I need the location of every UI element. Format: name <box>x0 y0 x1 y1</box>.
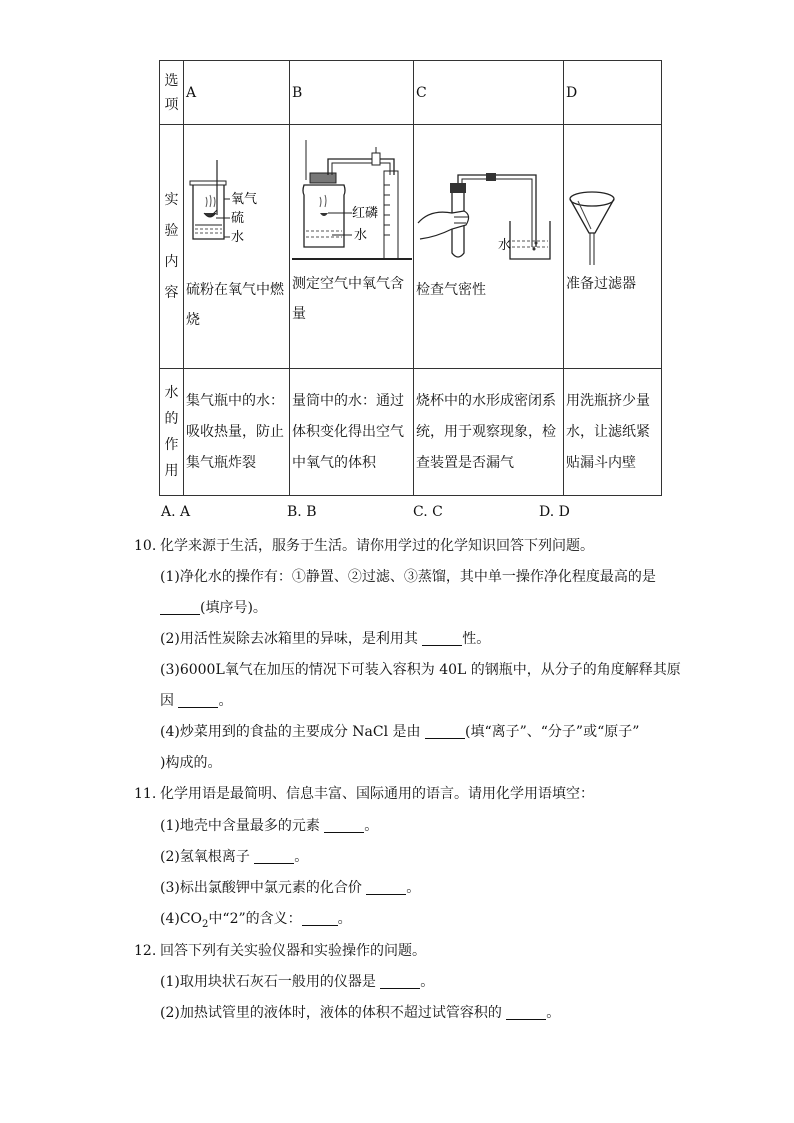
water-role-b: 量筒中的水：通过体积变化得出空气中氧气的体积 <box>290 369 414 496</box>
q11-part4-mid: 中“2”的含义： <box>208 911 302 927</box>
q11-part2-tail: 。 <box>294 849 309 865</box>
q10-part4 <box>160 722 639 742</box>
row-label-experiment: 实验内容 <box>160 125 184 369</box>
q12-part1-text: (1)取用块状石灰石一般用的仪器是 <box>160 974 376 990</box>
q10-number: 10. <box>134 538 157 554</box>
blank[interactable] <box>302 911 338 926</box>
water-role-a: 集气瓶中的水：吸收热量，防止集气瓶炸裂 <box>184 369 290 496</box>
blank[interactable] <box>506 1005 546 1020</box>
q11-part4-text: (4)CO <box>160 911 203 927</box>
q11-part1 <box>160 816 378 836</box>
q11-subscript: 2 <box>202 918 209 930</box>
water-role-d: 用洗瓶挤少量水，让滤纸紧贴漏斗内壁 <box>564 369 662 496</box>
q11-part4 <box>160 909 352 935</box>
label-red-phosphorus: 红磷 <box>352 206 379 221</box>
label-oxygen: 氧气 <box>231 192 258 207</box>
cell-c-experiment <box>414 125 564 369</box>
q11-part3 <box>160 878 420 898</box>
caption-d: 准备过滤器 <box>566 276 636 292</box>
header-a: A <box>184 61 290 125</box>
q11-part4-tail: 。 <box>337 911 352 927</box>
q11-part2 <box>160 847 308 867</box>
funnel-diagram <box>566 189 626 269</box>
q11-number: 11. <box>134 786 157 802</box>
q12-part1-tail: 。 <box>420 974 435 990</box>
blank[interactable] <box>324 818 364 833</box>
header-option-label: 选项 <box>160 61 184 125</box>
q11-part2-text: (2)氢氧根离子 <box>160 849 250 865</box>
q10-part2 <box>160 629 490 649</box>
blank[interactable] <box>160 600 200 615</box>
row-label-water-role: 水的作用 <box>160 369 184 496</box>
cell-b-experiment <box>290 125 414 369</box>
q11-part3-text: (3)标出氯酸钾中氯元素的化合价 <box>160 880 362 896</box>
q11-stem <box>134 784 594 804</box>
blank[interactable] <box>422 631 462 646</box>
blank[interactable] <box>254 849 294 864</box>
q10-part2-text: (2)用活性炭除去冰箱里的异味，是利用其 <box>160 631 418 647</box>
water-role-c: 烧杯中的水形成密闭系统，用于观察现象，检查装置是否漏气 <box>414 369 564 496</box>
label-water-a: 水 <box>231 230 245 245</box>
q12-part2 <box>160 1003 560 1023</box>
q12-number: 12. <box>134 943 157 959</box>
q10-part1-cont <box>160 598 267 618</box>
choice-c: C. C <box>413 504 443 520</box>
experiment-table <box>159 60 661 496</box>
blank[interactable] <box>178 693 218 708</box>
header-b: B <box>290 61 414 125</box>
q12-stem <box>134 941 426 961</box>
q10-part3-cont <box>160 691 232 711</box>
blank[interactable] <box>425 724 465 739</box>
caption-c: 检查气密性 <box>416 282 486 298</box>
choice-d: D. D <box>539 504 570 520</box>
q10-part4-tail: (填“离子”、“分子”或“原子” <box>464 724 640 740</box>
q12-part2-tail: 。 <box>546 1005 561 1021</box>
q11-stem-text: 化学用语是最简明、信息丰富、国际通用的语言。请用化学用语填空： <box>160 786 594 802</box>
q11-part1-tail: 。 <box>364 818 379 834</box>
q10-stem <box>134 536 594 556</box>
q10-part1: (1)净化水的操作有：①静置、②过滤、③蒸馏，其中单一操作净化程度最高的是 <box>160 569 656 585</box>
label-water-b: 水 <box>354 228 368 243</box>
header-d: D <box>564 61 662 125</box>
q10-part3: (3)6000L氧气在加压的情况下可装入容积为 40L 的钢瓶中，从分子的角度解释其原 <box>160 662 681 678</box>
choice-a: A. A <box>161 504 191 520</box>
q10-part4-cont: )构成的。 <box>160 755 222 771</box>
choice-b: B. B <box>287 504 317 520</box>
airtightness-check-diagram <box>416 171 560 271</box>
caption-a: 硫粉在氧气中燃烧 <box>186 282 284 328</box>
q12-stem-text: 回答下列有关实验仪器和实验操作的问题。 <box>160 943 426 959</box>
label-water-c: 水 <box>498 238 512 253</box>
q10-part3-text: 因 <box>160 693 174 709</box>
q10-part4-text: (4)炒菜用到的食盐的主要成分 NaCl 是由 <box>160 724 421 740</box>
label-sulfur: 硫 <box>231 211 245 226</box>
sulfur-combustion-diagram <box>186 155 286 275</box>
q11-part1-text: (1)地壳中含量最多的元素 <box>160 818 320 834</box>
cell-d-experiment <box>564 125 662 369</box>
q11-part3-tail: 。 <box>406 880 421 896</box>
oxygen-measurement-diagram <box>292 135 414 265</box>
q10-part3-tail: 。 <box>218 693 233 709</box>
q10-part2-tail: 性。 <box>462 631 491 647</box>
header-c: C <box>414 61 564 125</box>
q12-part1 <box>160 972 434 992</box>
caption-b: 测定空气中氧气含量 <box>292 276 404 322</box>
q12-part2-text: (2)加热试管里的液体时，液体的体积不超过试管容积的 <box>160 1005 502 1021</box>
q10-stem-text: 化学来源于生活，服务于生活。请你用学过的化学知识回答下列问题。 <box>160 538 594 554</box>
q10-part1-tail: (填序号)。 <box>200 600 267 616</box>
blank[interactable] <box>380 974 420 989</box>
blank[interactable] <box>366 880 406 895</box>
cell-a-experiment <box>184 125 290 369</box>
